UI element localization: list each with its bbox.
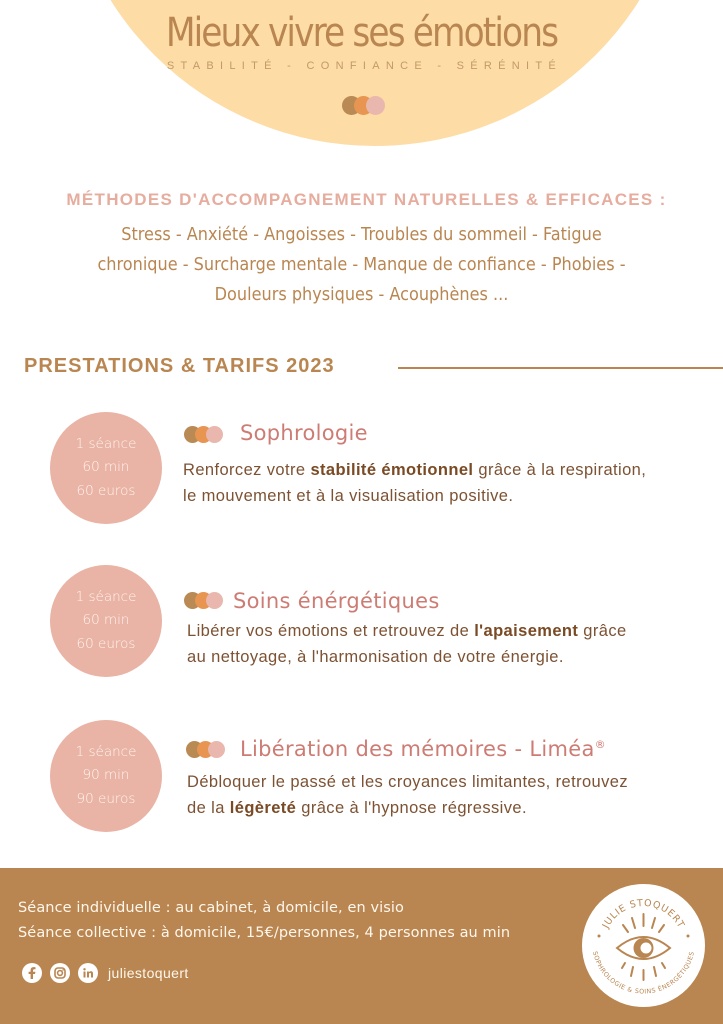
svg-text:JULIE STOQUERT: JULIE STOQUERT [600,897,687,931]
section-title: PRESTATIONS & TARIFS 2023 [24,355,335,377]
badge-duration: 90 min [82,767,130,784]
methods-line: Stress - Anxiété - Angoisses - Troubles du sommeil - Fatigue [121,225,602,245]
linkedin-icon[interactable] [78,963,98,983]
badge-sessions: 1 séance [75,435,137,452]
service-title: Libération des mémoires - Liméa® [240,737,606,761]
service-title: Sophrologie [240,421,368,445]
service-title: Soins énérgétiques [233,589,440,613]
section-divider [398,367,723,369]
three-dots-icon [342,96,378,115]
badge-sessions: 1 séance [75,743,137,760]
badge-price: 60 euros [76,635,136,652]
collective-session-info: Séance collective : à domicile, 15€/personnes, 4 personnes au min [18,925,511,941]
badge-price: 60 euros [76,482,136,499]
badge-price: 90 euros [76,790,136,807]
price-badge [50,412,162,524]
three-dots-icon [184,592,217,609]
badge-sessions: 1 séance [75,588,137,605]
methods-heading: MÉTHODES D'ACCOMPAGNEMENT NATURELLES & EFFICACES : [66,190,667,209]
social-links [22,963,189,983]
price-badge [50,565,162,677]
three-dots-icon [184,426,217,443]
methods-line: chronique - Surcharge mentale - Manque de confiance - Phobies - [97,255,626,275]
methods-list [66,220,658,310]
service-description: Libérer vos émotions et retrouvez de l'apaisement grâce au nettoyage, à l'harmonisation de votre énergie. [187,622,627,666]
brand-logo [582,884,705,1007]
instagram-icon[interactable] [50,963,70,983]
badge-duration: 60 min [82,612,130,629]
facebook-icon[interactable] [22,963,42,983]
individual-session-info: Séance individuelle : au cabinet, à domicile, en visio [18,900,405,916]
service-description: Renforcez votre stabilité émotionnel grâce à la respiration, le mouvement et à la visualisation positive. [183,461,647,505]
methods-line: Douleurs physiques - Acouphènes ... [214,285,509,305]
service-description: Débloquer le passé et les croyances limitantes, retrouvez de la légèreté grâce à l'hypnose régressive. [187,773,629,817]
price-badge [50,720,162,832]
social-handle[interactable]: juliestoquert [108,965,189,981]
three-dots-icon [186,741,219,758]
svg-text:SOPHROLOGIE & SOINS ÉNERGÉTIQU: SOPHROLOGIE & SOINS ÉNERGÉTIQUES [590,950,697,996]
tagline: STABILITÉ - CONFIANCE - SÉRÉNITÉ [166,60,563,72]
badge-duration: 60 min [82,459,130,476]
page-title: Mieux vivre ses émotions [165,10,558,56]
